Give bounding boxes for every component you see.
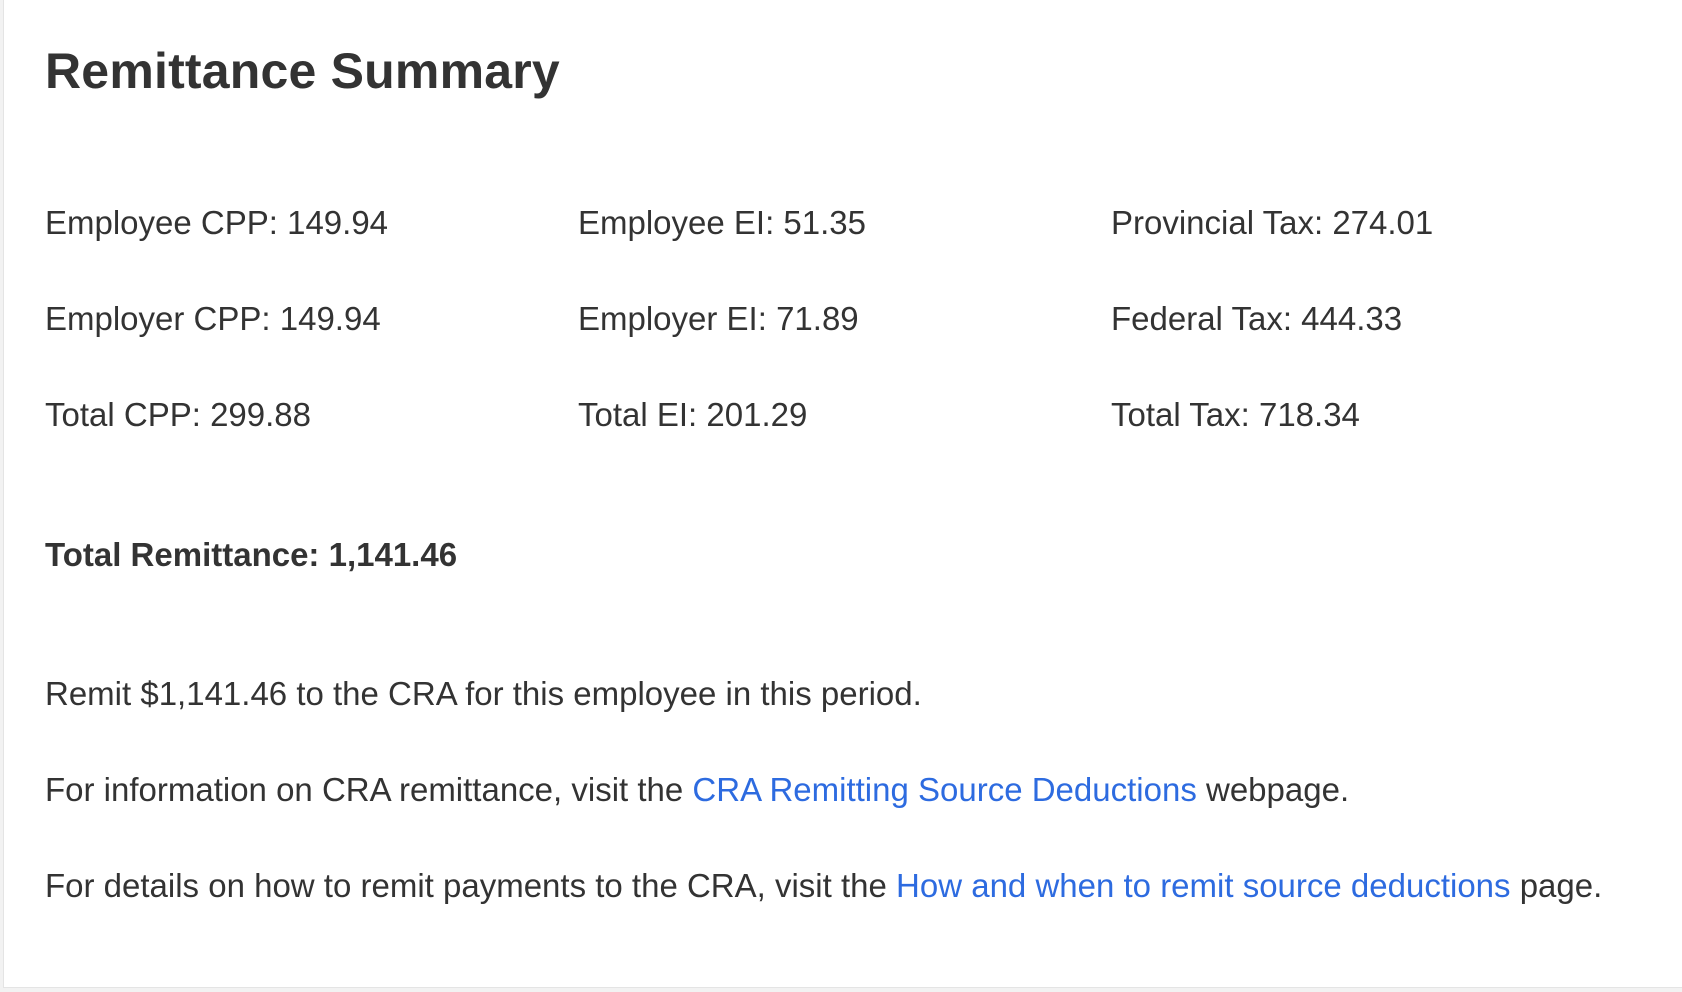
page-title: Remittance Summary [45, 43, 560, 99]
total-ei: Total EI: 201.29 [578, 396, 808, 433]
employee-cpp: Employee CPP: 149.94 [45, 204, 389, 241]
total-tax: Total Tax: 718.34 [1111, 396, 1360, 433]
cra-remitting-source-deductions-link[interactable]: CRA Remitting Source Deductions [692, 771, 1197, 808]
remittance-summary-card [3, 0, 1682, 988]
cra-info-paragraph [45, 768, 1349, 812]
cra-details-paragraph [45, 864, 1602, 908]
cra-details-suffix: page. [1510, 867, 1603, 904]
employee-ei: Employee EI: 51.35 [578, 204, 867, 241]
cra-info-suffix: webpage. [1196, 771, 1350, 808]
cra-info-prefix: For information on CRA remittance, visit the [45, 771, 693, 808]
federal-tax: Federal Tax: 444.33 [1111, 300, 1403, 337]
employer-ei: Employer EI: 71.89 [578, 300, 859, 337]
remit-instruction: Remit $1,141.46 to the CRA for this employee in this period. [45, 675, 922, 712]
total-remittance: Total Remittance: 1,141.46 [45, 536, 458, 573]
provincial-tax: Provincial Tax: 274.01 [1111, 204, 1434, 241]
employer-cpp: Employer CPP: 149.94 [45, 300, 381, 337]
summary-grid [45, 201, 1545, 489]
cra-details-prefix: For details on how to remit payments to the CRA, visit the [45, 867, 897, 904]
how-when-remit-link[interactable]: How and when to remit source deductions [896, 867, 1511, 904]
total-cpp: Total CPP: 299.88 [45, 396, 311, 433]
